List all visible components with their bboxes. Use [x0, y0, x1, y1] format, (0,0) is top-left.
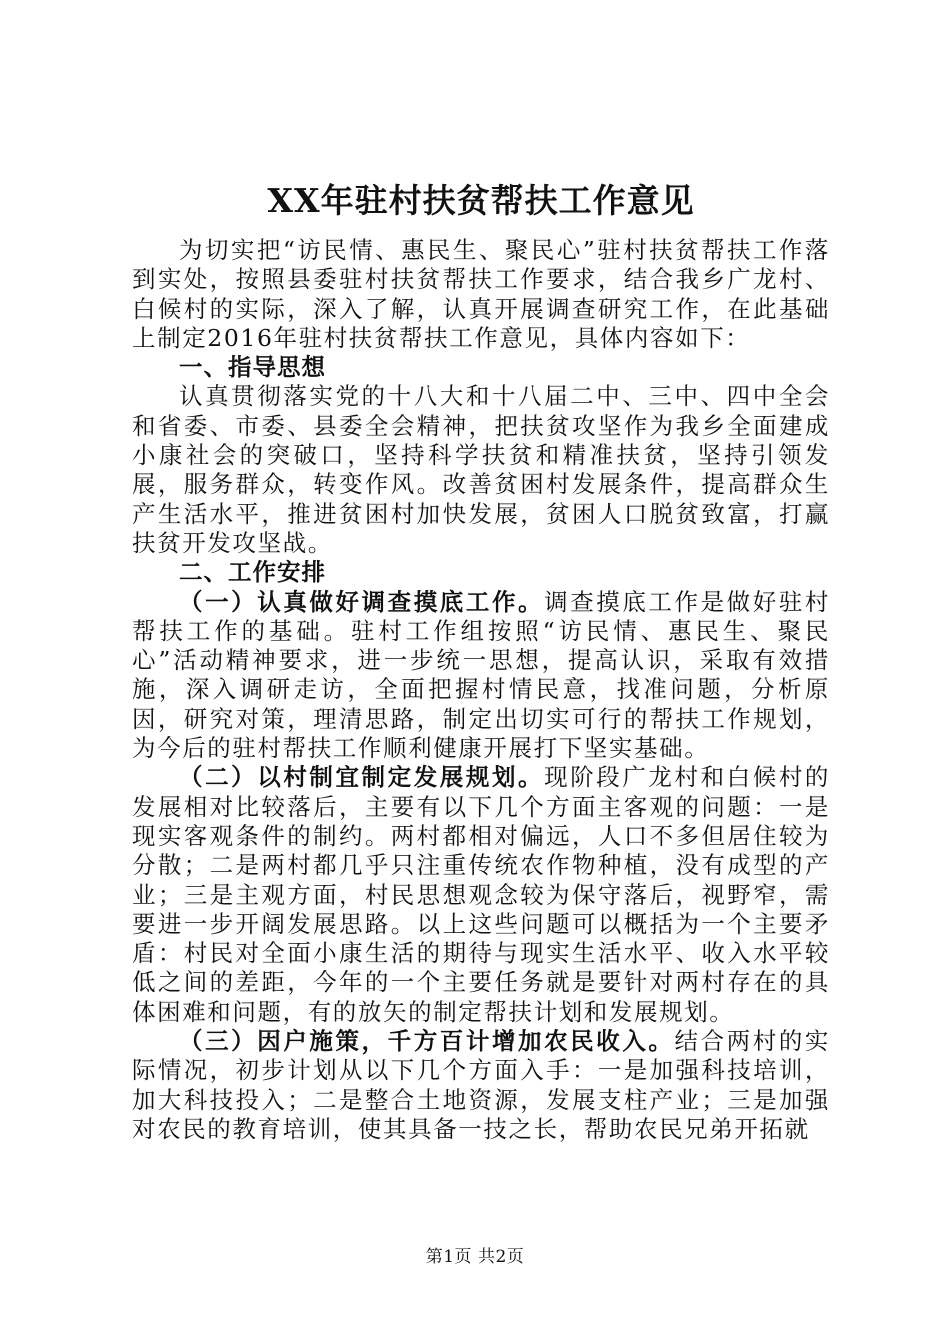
- work-item-lead: （一）认真做好调查摸底工作。: [179, 587, 545, 616]
- section-heading-guiding-ideology: 一、指导思想: [179, 353, 326, 382]
- section-heading-work-arrangement: 二、工作安排: [179, 558, 326, 587]
- section-body-guiding-ideology: 认真贯彻落实党的十八大和十八届二中、三中、四中全会和省委、市委、县委全会精神，把扶贫攻坚作为我乡全面建成小康社会的突破口，坚持科学扶贫和精准扶贫，坚持引领发展，服务群众，转变作风。改善贫困村发展条件，提高群众生产生活水平，推进贫困村加快发展，贫困人口脱贫致富，打赢扶贫开发攻坚战。: [132, 382, 830, 557]
- work-item-body: 结合两村的实际情况，初步计划从以下几个方面入手：一是加强科技培训，加大科技投入；二是整合土地资源，发展支柱产业；三是加强对农民的教育培训，使其具备一技之长，帮助农民兄弟开拓就: [132, 1027, 830, 1143]
- work-item-lead: （三）因户施策，千方百计增加农民收入。: [179, 1027, 675, 1056]
- document-title: XX年驻村扶贫帮扶工作意见: [267, 181, 695, 220]
- work-item-planning: [132, 763, 830, 1027]
- page-footer: 第1页 共2页: [425, 1247, 525, 1267]
- work-item-income: [132, 1027, 830, 1144]
- work-item-body: 现阶段广龙村和白候村的发展相对比较落后，主要有以下几个方面主客观的问题：一是现实客观条件的制约。两村都相对偏远，人口不多但居住较为分散；二是两村都几乎只注重传统农作物种植，没有成型的产业；三是主观方面，村民思想观念较为保守落后，视野窄，需要进一步开阔发展思路。以上这些问题可以概括为一个主要矛盾：村民对全面小康生活的期待与现实生活水平、收入水平较低之间的差距，今年的一个主要任务就是要针对两村存在的具体困难和问题，有的放矢的制定帮扶计划和发展规划。: [132, 763, 830, 1026]
- intro-paragraph: 为切实把“访民情、惠民生、聚民心”驻村扶贫帮扶工作落到实处，按照县委驻村扶贫帮扶工作要求，结合我乡广龙村、白候村的实际，深入了解，认真开展调查研究工作，在此基础上制定2016年驻村扶贫帮扶工作意见，具体内容如下：: [132, 236, 830, 352]
- document-page: [132, 178, 830, 1144]
- work-item-lead: （二）以村制宜制定发展规划。: [179, 763, 545, 792]
- work-item-body: 调查摸底工作是做好驻村帮扶工作的基础。驻村工作组按照“访民情、惠民生、聚民心”活动精神要求，进一步统一思想，提高认识，采取有效措施，深入调研走访，全面把握村情民意，找准问题，分析原因，研究对策，理清思路，制定出切实可行的帮扶工作规划，为今后的驻村帮扶工作顺利健康开展打下坚实基础。: [132, 587, 830, 763]
- work-item-survey: [132, 588, 830, 764]
